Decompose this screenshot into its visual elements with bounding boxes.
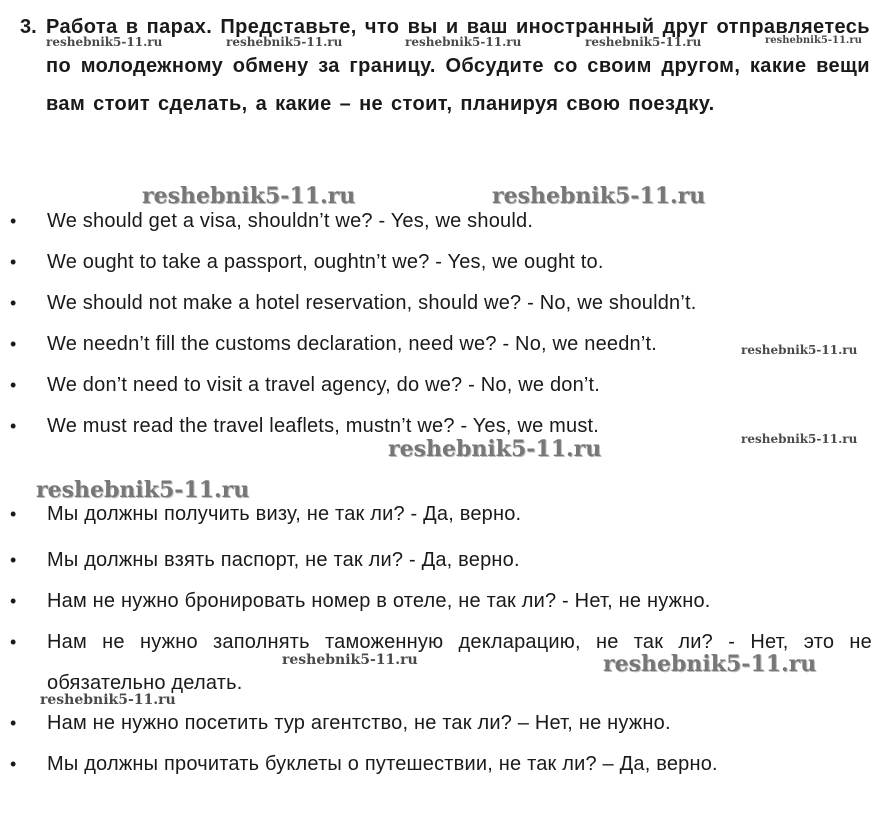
bullet-icon: • xyxy=(10,252,17,272)
watermark-stamp: reshebnik5-11.ru xyxy=(226,35,343,49)
bullet-icon: • xyxy=(10,632,17,652)
bullet-icon: • xyxy=(10,334,17,354)
bullet-icon: • xyxy=(10,375,17,395)
task-number: 3. xyxy=(20,16,37,38)
list-item-text: Мы должны взять паспорт, не так ли? - Да, верно. xyxy=(47,549,520,571)
watermark-stamp: reshebnik5-11.ru xyxy=(765,35,862,46)
bullet-icon: • xyxy=(10,416,17,436)
watermark-stamp: reshebnik5-11.ru xyxy=(40,692,176,708)
list-item-text: We should get a visa, shouldn’t we? - Yes, we should. xyxy=(47,210,534,232)
task-instruction: Работа в парах. Представьте, что вы и ваш иностранный друг отправляетесь по молодежному обмену за границу. Обсудите со своим другом, какие вещи вам стоит сделать, а какие – не стоит, планируя свою поездку. xyxy=(46,16,870,115)
list-item-text: We must read the travel leaflets, mustn’t we? - Yes, we must. xyxy=(47,415,600,437)
bullet-icon: • xyxy=(10,293,17,313)
watermark-stamp: reshebnik5-11.ru xyxy=(741,343,858,357)
bullet-icon: • xyxy=(10,504,17,524)
list-item-text: We ought to take a passport, oughtn’t we? - Yes, we ought to. xyxy=(47,251,604,273)
list-item-text: We needn’t fill the customs declaration, need we? - No, we needn’t. xyxy=(47,333,658,355)
bullet-icon: • xyxy=(10,211,17,231)
watermark-stamp: reshebnik5-11.ru xyxy=(585,35,702,49)
list-item-text: Мы должны прочитать буклеты о путешествии, не так ли? – Да, верно. xyxy=(47,753,718,775)
list-item-text: We don’t need to visit a travel agency, do we? - No, we don’t. xyxy=(47,374,601,396)
watermark-stamp: reshebnik5-11.ru xyxy=(142,183,356,209)
list-item-text: Нам не нужно заполнять таможенную декларацию, не так ли? - Нет, это не обязательно делать. xyxy=(47,631,872,694)
watermark-stamp: reshebnik5-11.ru xyxy=(46,35,163,49)
list-item-text: Нам не нужно бронировать номер в отеле, не так ли? - Нет, не нужно. xyxy=(47,590,711,612)
list-item-text: Мы должны получить визу, не так ли? - Да, верно. xyxy=(47,503,522,525)
watermark-stamp: reshebnik5-11.ru xyxy=(741,432,858,446)
watermark-stamp: reshebnik5-11.ru xyxy=(603,651,817,677)
list-item-text: We should not make a hotel reservation, should we? - No, we shouldn’t. xyxy=(47,292,697,314)
watermark-stamp: reshebnik5-11.ru xyxy=(388,436,602,462)
watermark-stamp: reshebnik5-11.ru xyxy=(36,477,250,503)
bullet-icon: • xyxy=(10,550,17,570)
list-item-text: Нам не нужно посетить тур агентство, не так ли? – Нет, не нужно. xyxy=(47,712,671,734)
watermark-stamp: reshebnik5-11.ru xyxy=(405,35,522,49)
bullet-icon: • xyxy=(10,713,17,733)
bullet-icon: • xyxy=(10,754,17,774)
watermark-stamp: reshebnik5-11.ru xyxy=(492,183,706,209)
watermark-stamp: reshebnik5-11.ru xyxy=(282,652,418,668)
bullet-icon: • xyxy=(10,591,17,611)
